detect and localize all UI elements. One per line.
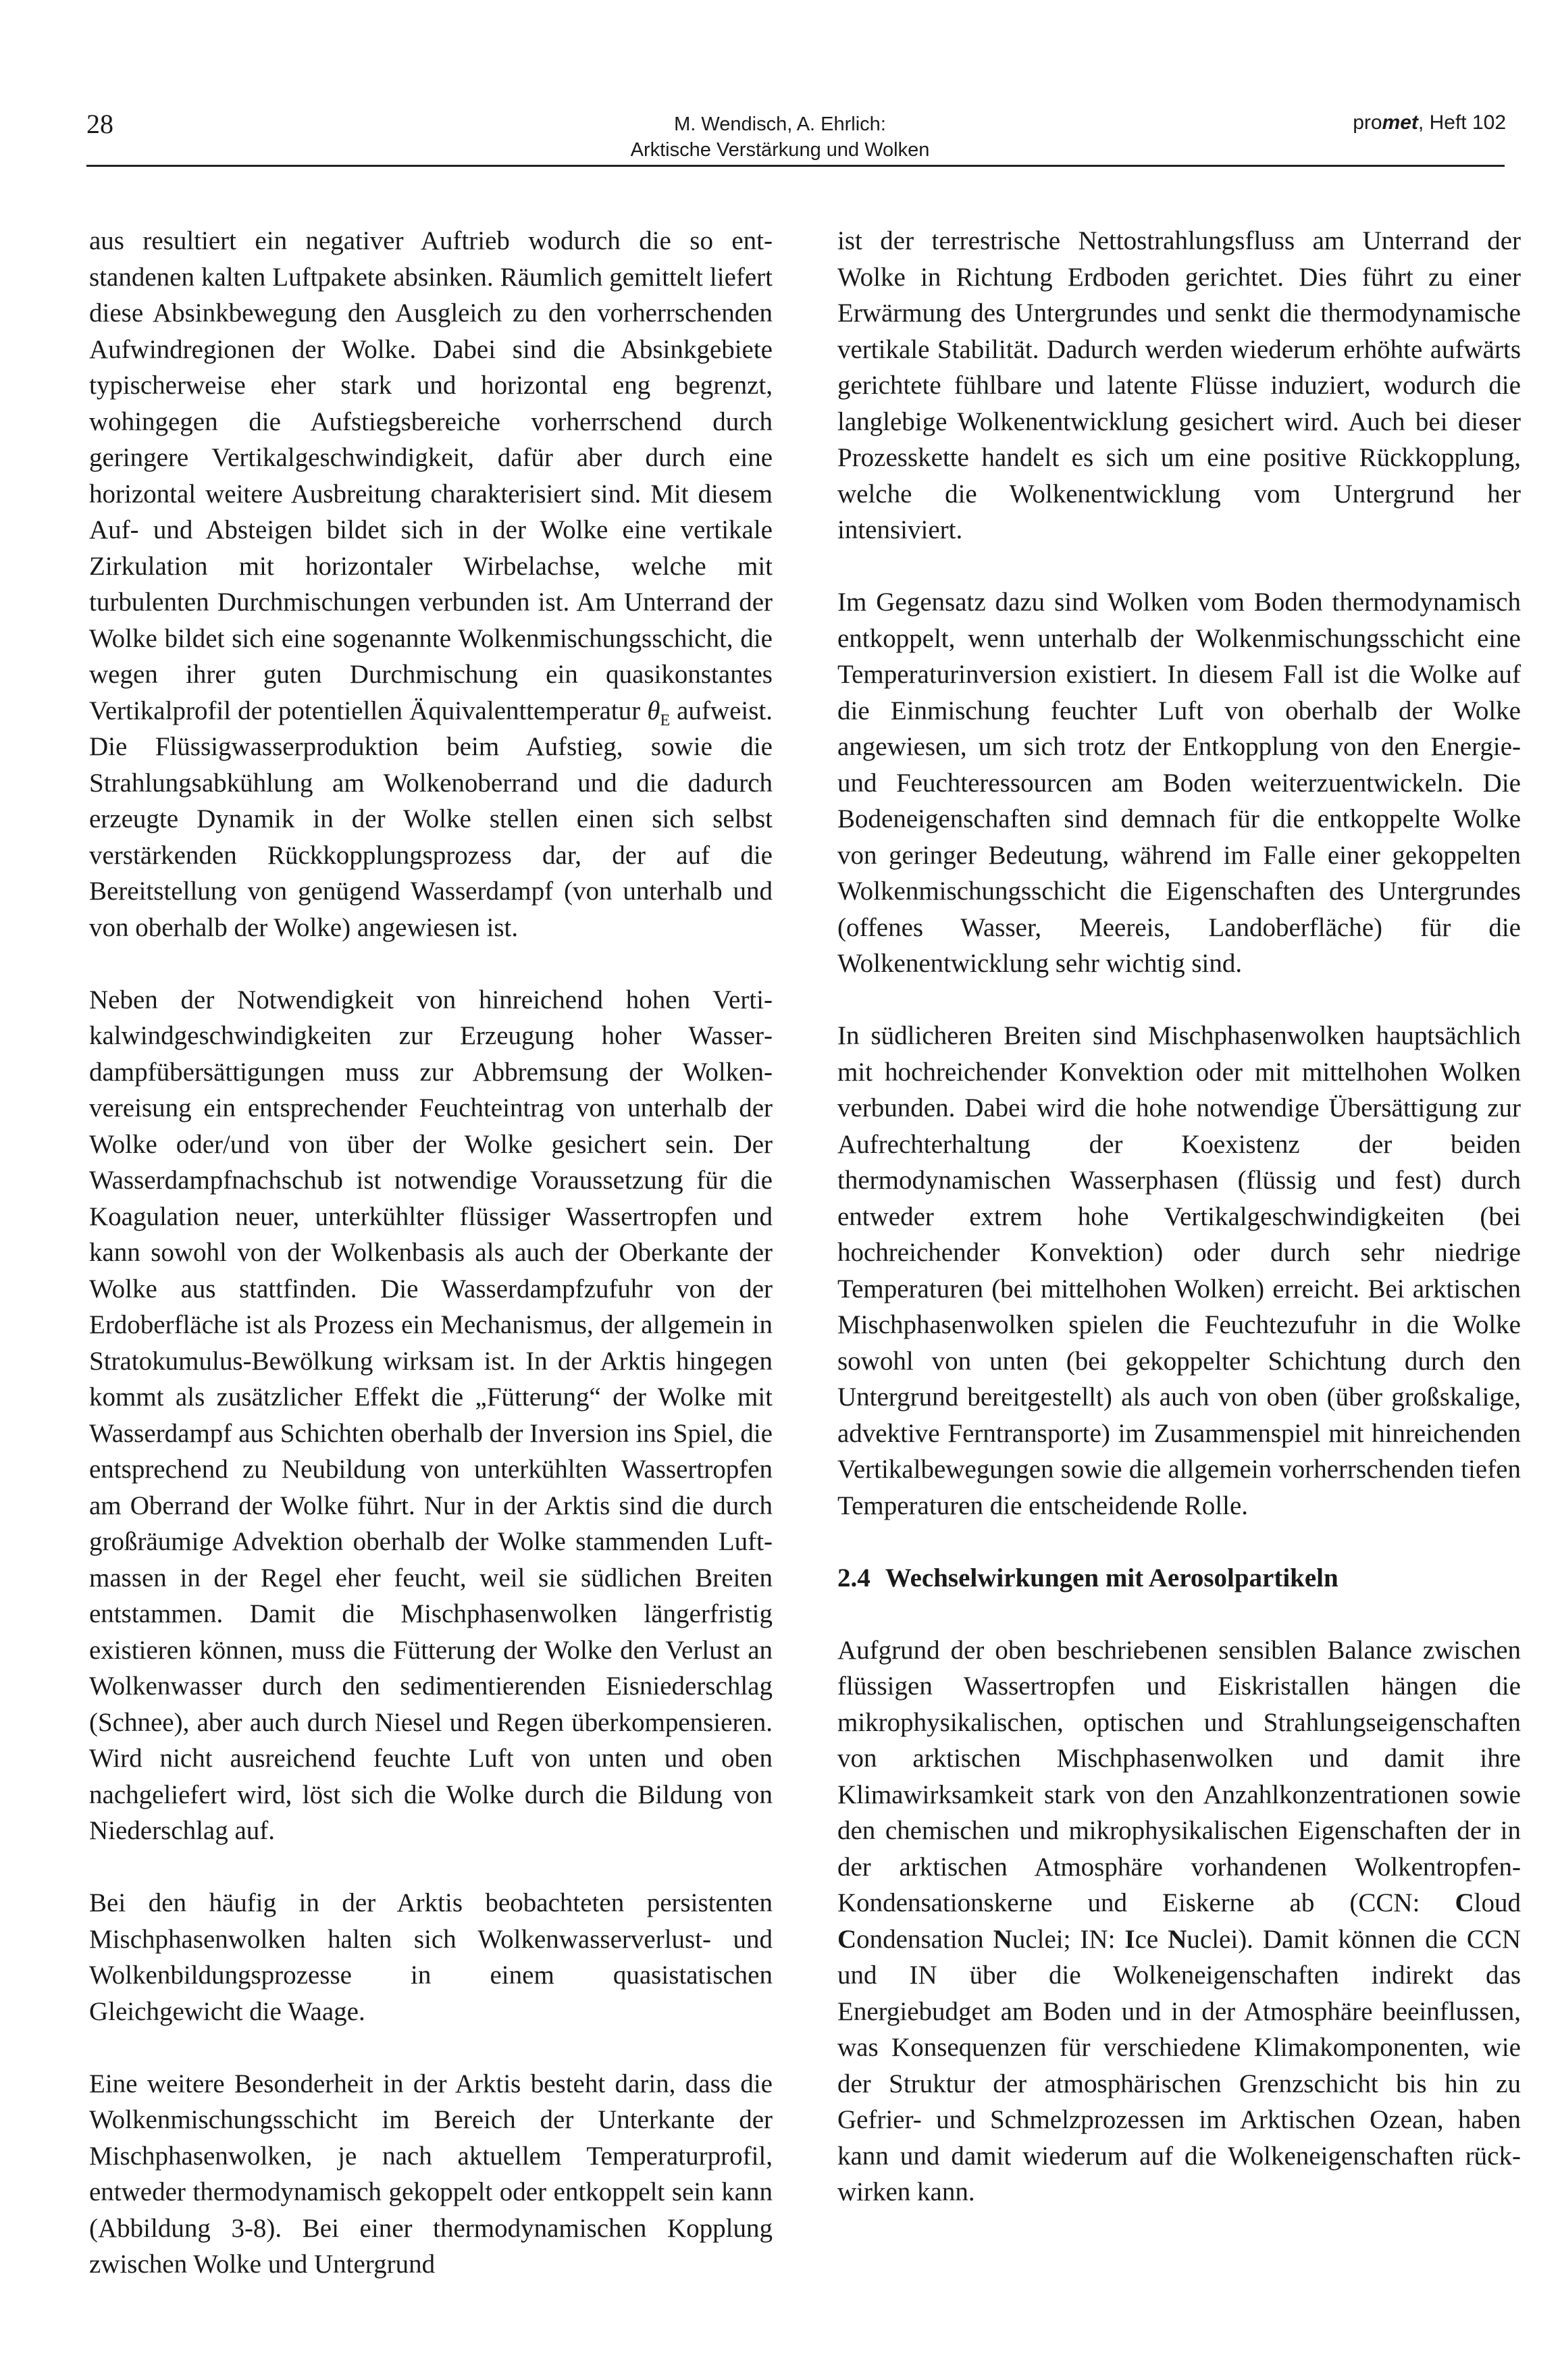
section-heading <box>837 1560 1521 1597</box>
page-number: 28 <box>86 109 113 139</box>
section-title: Wechselwirkungen mit Aerosolpartikeln <box>885 1563 1338 1593</box>
header-rule <box>86 165 1505 167</box>
theta-subscript: E <box>660 711 671 729</box>
page-header <box>0 0 1560 176</box>
journal-issue <box>1353 111 1506 134</box>
right-column <box>837 223 1521 2246</box>
paragraph: Aufgrund der oben beschriebenen sensiblen Balance zwischen flüssigen Wassertropfen und Eiskristallen hängen die mikrophysikalischen, optischen und Strahlungseigenschaften von arktischen Mischphasenwolken und damit ihre Klimawirksamkeit stark von den Anzahlkonzentrationen sowie den chemischen und mikrophysikalischen Eigenschaften der in der arktischen Atmosphäre vorhandenen Wolkentropfen-Kondensationskerne und Eiskerne ab (CCN: Cloud Condensation Nuclei; IN: Ice Nuclei). Damit können die CCN und IN über die Wolkeneigenschaften indirekt das Energiebudget am Boden und in der Atmosphäre beeinflussen, was Konsequenzen für verschiedene Klimakomponenten, wie der Struktur der atmosphärischen Grenzschicht bis hin zu Gefrier- und Schmelzprozessen im Arktischen Ozean, haben kann und damit wiederum auf die Wolkeneigenschaften rückwirken kann. <box>837 1635 1522 2206</box>
running-title-authors: M. Wendisch, A. Ehrlich: <box>674 113 886 135</box>
running-title <box>0 111 1560 163</box>
paragraph: Bei den häufig in der Arktis beobachteten persistenten Mischphasenwolken halten sich Wolkenwasserverlust- und Wolkenbildungsprozesse in einem quasistatischen Gleichgewicht die Waage. <box>89 1888 773 2026</box>
paragraph: Eine weitere Besonderheit in der Arktis besteht darin, dass die Wolkenmischungsschicht im Bereich der Unterkante der Mischphasenwolken, je nach aktuellem Temperaturprofil, entweder thermodynamisch gekoppelt oder entkoppelt sein kann (Abbildung 3-8). Bei einer thermodynamischen Kopplung zwischen Wolke und Untergrund <box>89 2069 773 2279</box>
journal-issue-number: , Heft 102 <box>1418 111 1506 134</box>
running-title-text: Arktische Verstärkung und Wolken <box>630 139 930 161</box>
paragraph: In südlicheren Breiten sind Mischphasenwolken hauptsächlich mit hochreichender Konvektion oder mit mittelhohen Wolken verbunden. Dabei wird die hohe notwendige Übersättigung zur Aufrechterhaltung der Koexistenz der beiden thermodynamischen Wasserphasen (flüssig und fest) durch entweder extrem hohe Vertikalgeschwindigkeiten (bei hochreichender Konvektion) oder durch sehr niedrige Temperaturen (bei mittelhohen Wolken) erreicht. Bei arktischen Mischphasenwolken spielen die Feuchtezufuhr in die Wolke sowohl von unten (bei gekoppelter Schichtung durch den Untergrund bereitgestellt) als auch von oben (über großskalige, advektive Ferntransporte) im Zusammenspiel mit hinreichenden Vertikalbewegungen sowie die allgemein vorherrschenden tiefen Temperaturen die entscheidende Rolle. <box>837 1021 1521 1520</box>
paragraph: aus resultiert ein negativer Auftrieb wodurch die so entstandenen kalten Luftpakete absinken. Räumlich gemittelt liefert diese Absinkbewegung den Ausgleich zu den vorherrschenden Aufwindregionen der Wolke. Dabei sind die Absinkgebiete typischerweise eher stark und horizontal eng begrenzt, wohingegen die Aufstiegsbereiche vorherrschend durch geringere Vertikalgeschwindigkeit, dafür aber durch eine horizontal weitere Ausbreitung charakterisiert sind. Mit diesem Auf- und Absteigen bildet sich in der Wolke eine vertikale Zirkulation mit horizontaler Wirbelachse, welche mit turbulenten Durchmischungen verbunden ist. Am Unterrand der Wolke bildet sich eine sogenannte Wolkenmischungsschicht, die wegen ihrer guten Durchmischung ein quasikonstantes Vertikalprofil der potentiellen Äquivalenttemperatur $\theta_E$ aufweist. Die Flüssigwasserproduktion beim Aufstieg, sowie die Strahlungsabkühlung am Wolkenoberrand und die dadurch erzeugte Dynamik in der Wolke stellen einen sich selbst verstärkenden Rückkopplungsprozess dar, der auf die Bereitstellung von genügend Wasserdampf (von unterhalb und von oberhalb der Wolke) angewiesen ist. <box>89 226 773 942</box>
theta-symbol: θ <box>647 696 660 725</box>
journal-logo: promet <box>1353 111 1418 134</box>
paragraph: Im Gegensatz dazu sind Wolken vom Boden thermodynamisch entkoppelt, wenn unterhalb der Wolkenmischungsschicht eine Temperaturinversion existiert. In diesem Fall ist die Wolke auf die Einmischung feuchter Luft von oberhalb der Wolke angewiesen, um sich trotz der Entkopplung von den Energie- und Feuchteressourcen am Boden weiterzuentwickeln. Die Bodeneigenschaften sind demnach für die entkoppelte Wolke von geringer Bedeutung, während im Falle einer gekoppelten Wolkenmischungsschicht die Eigenschaften des Untergrundes (offenes Wasser, Meereis, Landoberfläche) für die Wolkenentwicklung sehr wichtig sind. <box>837 588 1521 978</box>
paragraph: ist der terrestrische Nettostrahlungsfluss am Unterrand der Wolke in Richtung Erdboden gerichtet. Dies führt zu einer Erwärmung des Untergrundes und senkt die thermodynamische vertikale Stabilität. Dadurch werden wiederum erhöhte aufwärts gerichtete fühlbare und latente Flüsse induziert, wodurch die langlebige Wolkenentwicklung gesichert wird. Auch bei dieser Prozesskette handelt es sich um eine positive Rückkopplung, welche die Wolkenentwicklung vom Untergrund her intensiviert. <box>837 226 1521 544</box>
left-column <box>89 223 773 2319</box>
paragraph: Neben der Notwendigkeit von hinreichend hohen Vertikalwindgeschwindigkeiten zur Erzeugung hoher Wasserdampfübersättigungen muss zur Abbremsung der Wolkenvereisung ein entsprechender Feuchteintrag von unterhalb der Wolke oder/und von über der Wolke gesichert sein. Der Wasserdampfnachschub ist notwendige Voraussetzung für die Koagulation neuer, unterkühlter flüssiger Wassertropfen und kann sowohl von der Wolkenbasis als auch der Oberkante der Wolke aus stattfinden. Die Wasserdampfzufuhr von der Erdoberfläche ist als Prozess ein Mechanismus, der allgemein in Stratokumulus-Bewölkung wirksam ist. In der Arktis hingegen kommt als zusätzlicher Effekt die „Fütterung“ der Wolke mit Wasserdampf aus Schichten oberhalb der Inversion ins Spiel, die entsprechend zu Neubildung von unterkühlten Wassertropfen am Oberrand der Wolke führt. Nur in der Arktis sind die durch großräumige Advektion oberhalb der Wolke stammenden Luftmassen in der Regel eher feucht, weil sie südlichen Breiten entstammen. Damit die Mischphasenwolken längerfristig existieren können, muss die Fütterung der Wolke den Verlust an Wolkenwasser durch den sedimentierenden Eisniederschlag (Schnee), aber auch durch Niesel und Regen überkompensieren. Wird nicht ausreichend feuchte Luft von unten und oben nachgeliefert wird, löst sich die Wolke durch die Bildung von Niederschlag auf. <box>89 985 773 1845</box>
section-number: 2.4 <box>837 1563 870 1593</box>
